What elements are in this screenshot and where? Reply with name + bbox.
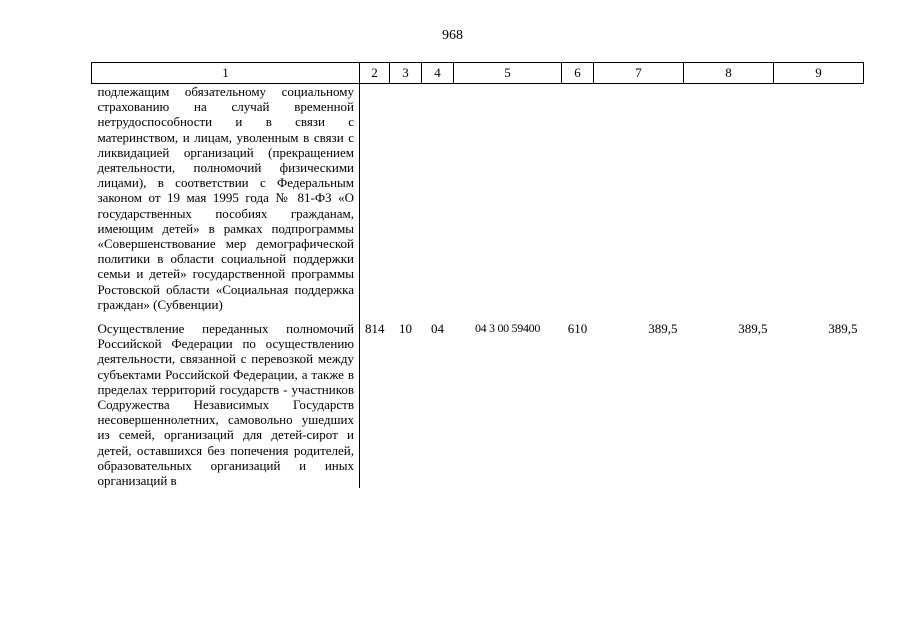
table-row: [92, 84, 864, 313]
amount-cell-col7: 389,5: [648, 321, 678, 337]
amount-cell-col8: [684, 84, 774, 313]
budget-table: [91, 62, 864, 488]
header-cell-6: 6: [562, 63, 594, 84]
amount-cell-col9: [774, 84, 864, 313]
section-code-cell: 10: [399, 321, 412, 337]
amount-cell-col8: 389,5: [738, 321, 768, 337]
header-cell-3: 3: [390, 63, 422, 84]
expense-type-cell: 610: [567, 321, 588, 337]
page-number: 968: [442, 28, 463, 43]
amount-cell-col9: 389,5: [828, 321, 858, 337]
row-gap: [92, 312, 864, 321]
target-code-cell: 04 3 00 59400: [474, 321, 541, 336]
header-cell-2: 2: [360, 63, 390, 84]
ministry-code-cell: 814: [365, 321, 385, 337]
header-cell-9: 9: [774, 63, 864, 84]
header-cell-8: 8: [684, 63, 774, 84]
table-row: [92, 321, 864, 488]
subsection-code-cell: 04: [431, 321, 444, 337]
section-code-cell: [390, 84, 422, 313]
subsection-code-cell: [422, 84, 454, 313]
header-cell-7: 7: [594, 63, 684, 84]
row-name-cell: Осуществление переданных полномочий Российской Федерации по осуществлению деятельности, связанной с перевозкой между субъектами Российской Федерации, а также в пределах территорий государств - участников Содружества Независимых Государств несовершеннолетних, самовольно ушедших из семей, организаций для детей-сирот и детей, оставшихся без попечения родителей, образовательных организаций и иных организаций в: [92, 321, 360, 488]
expense-type-cell: [562, 84, 594, 313]
header-cell-5: 5: [454, 63, 562, 84]
header-row: [92, 63, 864, 84]
target-code-cell: [454, 84, 562, 313]
header-cell-1: 1: [92, 63, 360, 84]
amount-cell-col7: [594, 84, 684, 313]
ministry-code-cell: [360, 84, 390, 313]
row-name-cell: подлежащим обязательному социальному страхованию на случай временной нетрудоспособности и в связи с материнством, и лицам, уволенным в связи с ликвидацией организаций (прекращением деятельности, полномочий физическими лицами), в соответствии с Федеральным законом от 19 мая 1995 года № 81-ФЗ «О государственных пособиях гражданам, имеющим детей» в рамках подпрограммы «Совершенствование мер демографической политики в области социальной поддержки семьи и детей» государственной программы Ростовской области «Социальная поддержка граждан» (Субвенции): [92, 84, 360, 313]
header-cell-4: 4: [422, 63, 454, 84]
